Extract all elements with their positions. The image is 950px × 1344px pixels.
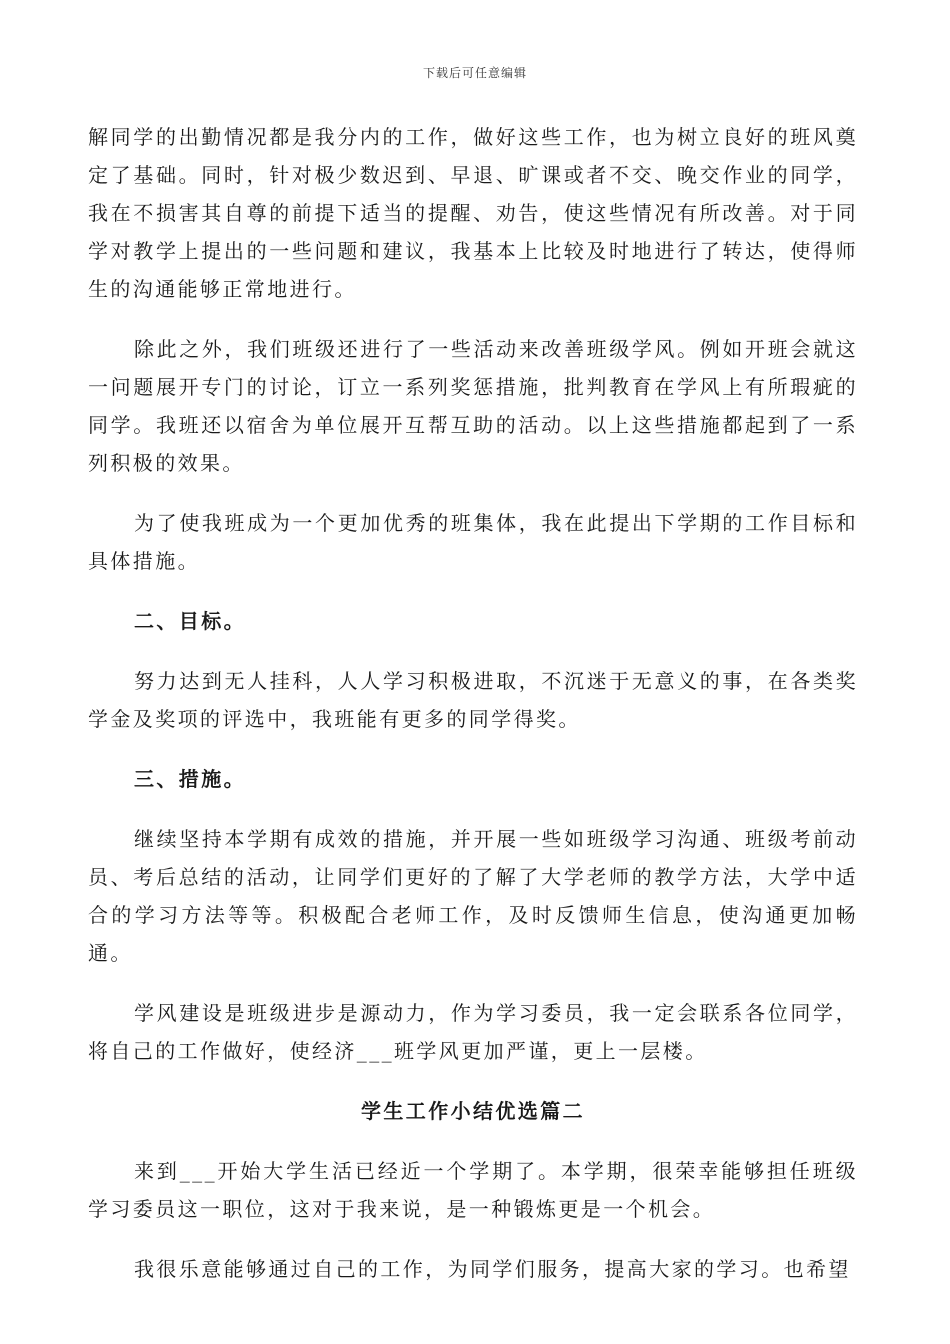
paragraph-goal: 努力达到无人挂科，人人学习积极进取，不沉迷于无意义的事，在各类奖学金及奖项的评选中，我班能有更多的同学得奖。 xyxy=(88,669,858,731)
page-header: 下载后可任意编辑 xyxy=(422,66,527,80)
paragraph-activities: 除此之外，我们班级还进行了一些活动来改善班级学风。例如开班会就这一问题展开专门的讨论，订立一系列奖惩措施，批判教育在学风上有所瑕疵的同学。我班还以宿舍为单位展开互帮互助的活动。以上这些措施都起到了一系列积极的效果。 xyxy=(88,337,858,475)
paragraph-intro-goals: 为了使我班成为一个更加优秀的班集体，我在此提出下学期的工作目标和具体措施。 xyxy=(88,511,858,573)
article-title: 学生工作小结优选篇二 xyxy=(361,1099,585,1123)
section-heading-measures: 三、措施。 xyxy=(134,767,246,791)
paragraph-conclusion: 学风建设是班级进步是源动力，作为学习委员，我一定会联系各位同学，将自己的工作做好，使经济___班学风更加严谨，更上一层楼。 xyxy=(88,1001,858,1063)
document-body xyxy=(88,118,858,1310)
paragraph-article-body: 我很乐意能够通过自己的工作，为同学们服务，提高大家的学习。也希望 xyxy=(134,1257,851,1281)
paragraph-measures: 继续坚持本学期有成效的措施，并开展一些如班级学习沟通、班级考前动员、考后总结的活动，让同学们更好的了解了大学老师的教学方法，大学中适合的学习方法等等。积极配合老师工作，及时反馈师生信息，使沟通更加畅通。 xyxy=(88,827,858,965)
paragraph-article-intro: 来到___开始大学生活已经近一个学期了。本学期，很荣幸能够担任班级学习委员这一职位，这对于我来说，是一种锻炼更是一个机会。 xyxy=(88,1159,858,1221)
paragraph-continuation: 解同学的出勤情况都是我分内的工作，做好这些工作，也为树立良好的班风奠定了基础。同时，针对极少数迟到、早退、旷课或者不交、晚交作业的同学，我在不损害其自尊的前提下适当的提醒、劝告，使这些情况有所改善。对于同学对教学上提出的一些问题和建议，我基本上比较及时地进行了转达，使得师生的沟通能够正常地进行。 xyxy=(88,125,858,301)
section-heading-goal: 二、目标。 xyxy=(134,609,246,633)
